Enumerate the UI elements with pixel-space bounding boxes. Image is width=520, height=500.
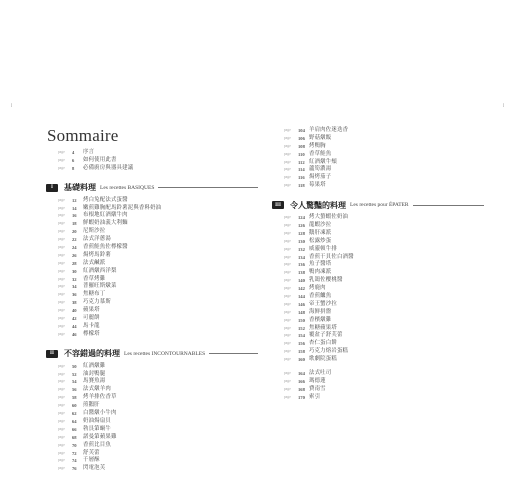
entry-title: 香草烤雞 [83, 275, 106, 282]
entry-title: 烤白兔配法式蛋醬 [83, 196, 128, 203]
page-word: page [58, 316, 65, 321]
toc-entry[interactable] [284, 293, 484, 301]
entry-title: 煎鵝肝 [83, 402, 100, 409]
page-word: page [58, 363, 65, 368]
page-number: 4 [72, 150, 75, 155]
entry-title: 法式燉羊肉 [83, 386, 111, 393]
toc-entry[interactable] [284, 151, 484, 159]
toc-entry[interactable] [284, 246, 484, 254]
section-title-cn: 令人驚豔的料理 [290, 200, 346, 210]
page-number: 8 [72, 165, 75, 171]
toc-entry[interactable] [58, 418, 258, 426]
toc-entry[interactable] [58, 331, 258, 339]
page-word: page [284, 394, 291, 399]
section-rule [209, 353, 258, 354]
page-word: page [58, 245, 65, 250]
toc-entry[interactable] [58, 244, 258, 252]
section-number-badge: I [46, 184, 58, 192]
page-number: 14 [72, 205, 77, 211]
entry-title: 馬賽魚湯 [83, 378, 106, 385]
page-number: 146 [298, 301, 305, 307]
page-word: page [284, 215, 291, 220]
toc-entry[interactable] [58, 157, 258, 165]
entry-title: 焦糖布丁 [83, 291, 106, 298]
entry-title: 蘋果塔 [83, 307, 100, 314]
page-word: page [58, 426, 65, 431]
page-number: 158 [298, 349, 305, 355]
page-number: 164 [298, 371, 305, 377]
page-word: page [284, 262, 291, 267]
entry-title: 千層酥 [83, 457, 100, 464]
page-word: page [284, 357, 291, 362]
entry-title: 焗烤馬鈴薯 [83, 251, 111, 258]
entry-title: 野菇燉飯 [309, 134, 332, 141]
toc-entry[interactable] [58, 307, 258, 315]
toc-entry[interactable] [58, 268, 258, 276]
page-number: 134 [298, 254, 305, 260]
page-number: 166 [298, 378, 305, 384]
toc-entry[interactable] [58, 228, 258, 236]
page-number: 60 [72, 403, 77, 409]
page-word: page [58, 165, 65, 170]
toc-entry[interactable] [58, 252, 258, 260]
page-word: page [58, 157, 65, 162]
page-number: 26 [72, 252, 77, 258]
section-entries [58, 363, 258, 473]
toc-entry[interactable] [284, 394, 484, 402]
page-word: page [58, 323, 65, 328]
section-rule [158, 187, 258, 188]
page-word: page [58, 237, 65, 242]
toc-entry[interactable] [58, 315, 258, 323]
page-word: page [58, 205, 65, 210]
entry-title: 閃電泡芙 [83, 465, 106, 472]
toc-entry[interactable] [284, 317, 484, 325]
toc-entry[interactable] [58, 323, 258, 331]
page-number: 112 [298, 159, 305, 165]
page-number: 30 [72, 268, 77, 274]
page-number: 16 [72, 213, 77, 219]
entry-title: 香檳燉雞 [309, 316, 332, 323]
page-word: page [58, 379, 65, 384]
entry-title: 松露炒蛋 [309, 237, 332, 244]
entry-title: 紅酒燉牛頰 [309, 158, 337, 165]
toc-entry[interactable] [58, 260, 258, 268]
page-word: page [284, 294, 291, 299]
page-word: page [58, 434, 65, 439]
page-word: page [58, 331, 65, 336]
page-number: 142 [298, 286, 305, 292]
page-word: page [58, 292, 65, 297]
page-number: 44 [72, 323, 77, 329]
page-number: 104 [298, 128, 305, 133]
entry-title: 油封鴨腿 [83, 370, 106, 377]
entry-title: 烤大螯蝦佐奶油 [309, 214, 349, 221]
toc-entry[interactable] [284, 230, 484, 238]
toc-entry[interactable] [284, 370, 484, 378]
entry-title: 巧克力慕斯 [83, 299, 111, 306]
entry-title: 香煎干貝佐白酒醬 [309, 253, 354, 260]
entry-title: 普羅旺斯燉菜 [83, 283, 117, 290]
page-word: page [284, 341, 291, 346]
page-word: page [284, 286, 291, 291]
page-word: page [284, 151, 291, 156]
page-number: 62 [72, 411, 77, 417]
entry-title: 魚子醬塔 [309, 261, 332, 268]
entry-title: 歌劇院蛋糕 [309, 356, 337, 363]
page-number: 106 [298, 135, 305, 141]
page-number: 116 [298, 175, 305, 181]
entry-title: 鴨肉凍派 [309, 269, 332, 276]
page-number: 154 [298, 333, 305, 339]
page-word: page [284, 230, 291, 235]
page-word: page [58, 197, 65, 202]
entry-title: 檸檬塔 [83, 330, 100, 337]
page-word: page [284, 254, 291, 259]
toc-right-column [275, 127, 484, 402]
toc-entry[interactable] [58, 426, 258, 434]
entry-title: 序言 [83, 149, 95, 155]
toc-entry[interactable] [58, 363, 258, 371]
entry-title: 如何使用此書 [83, 156, 117, 163]
page-word: page [58, 403, 65, 408]
page-number: 34 [72, 284, 77, 290]
toc-section [275, 199, 484, 364]
entry-title: 瑪德蓮 [309, 377, 326, 384]
page-word: page [284, 317, 291, 322]
page-word: page [58, 387, 65, 392]
entry-title: 乳鴿佐櫻桃醬 [309, 277, 343, 284]
entry-title: 嫩煎雞胸配馬鈴薯泥與香料奶油 [83, 204, 162, 211]
toc-entry[interactable] [284, 277, 484, 285]
toc-entry[interactable] [284, 378, 484, 386]
page-number: 66 [72, 426, 77, 432]
page-number: 52 [72, 371, 77, 377]
page-number: 76 [72, 466, 77, 472]
page-number: 144 [298, 294, 305, 300]
page-number: 40 [72, 308, 77, 314]
right-top-list [284, 127, 484, 190]
entry-title: 尼斯沙拉 [83, 228, 106, 235]
page-word: page [58, 213, 65, 218]
toc-entry[interactable] [58, 299, 258, 307]
entry-title: 香草鮭魚 [309, 150, 332, 157]
page-number: 108 [298, 143, 305, 149]
page-number: 22 [72, 237, 77, 243]
page-number: 128 [298, 230, 305, 236]
page-number: 24 [72, 245, 77, 251]
page-number: 114 [298, 167, 305, 173]
entry-title: 勃艮第蝸牛 [83, 425, 111, 432]
page-number: 168 [298, 386, 305, 392]
entry-title: 焗烤茄子 [309, 174, 332, 181]
entry-title: 法式鹹派 [83, 259, 106, 266]
page-word: page [284, 325, 291, 330]
page-number: 54 [72, 379, 77, 385]
page-number: 64 [72, 418, 77, 424]
page-number: 68 [72, 434, 77, 440]
entry-title: 諾曼第蘋果雞 [83, 433, 117, 440]
page-word: page [58, 395, 65, 400]
section-number-badge: II [46, 350, 58, 358]
section-heading[interactable] [46, 182, 258, 194]
entry-title: 費南雪 [309, 385, 326, 392]
page-number: 160 [298, 357, 305, 363]
toc-entry[interactable] [284, 356, 484, 364]
toc-left-column [50, 149, 258, 473]
page-word: page [284, 386, 291, 391]
toc-entry[interactable] [284, 222, 484, 230]
page-word: page [58, 260, 65, 265]
toc-entry[interactable] [58, 394, 258, 402]
toc-entry[interactable] [58, 165, 258, 173]
toc-entry[interactable] [284, 285, 484, 293]
toc-entry[interactable] [284, 135, 484, 143]
page-word: page [58, 268, 65, 273]
page-word: page [284, 270, 291, 275]
page-number: 170 [298, 394, 305, 400]
toc-entry[interactable] [58, 410, 258, 418]
entry-title: 紅酒燉雞 [83, 362, 106, 369]
page-number: 74 [72, 458, 77, 464]
entry-title: 布根地紅酒燉牛肉 [83, 212, 128, 219]
page-word: page [284, 333, 291, 338]
page-number: 56 [72, 387, 77, 393]
page-word: page [58, 418, 65, 423]
page-number: 32 [72, 276, 77, 282]
entry-title: 杏仁蛋白餅 [309, 340, 337, 347]
page-word: page [284, 246, 291, 251]
section-title-cn: 不容錯過的料理 [64, 349, 120, 359]
toc-entry[interactable] [58, 434, 258, 442]
entry-title: 香煎鱸魚 [309, 293, 332, 300]
page-word: page [284, 128, 291, 132]
page-number: 58 [72, 395, 77, 401]
toc-entry[interactable] [284, 238, 484, 246]
page-word: page [284, 309, 291, 314]
page-word: page [58, 252, 65, 257]
page-word: page [284, 159, 291, 164]
page-word: page [58, 442, 65, 447]
entry-title: 烤鹿肉 [309, 285, 326, 292]
page-number: 150 [298, 317, 305, 323]
page-word: page [284, 143, 291, 148]
page-word: page [284, 278, 291, 283]
page-word: page [284, 223, 291, 228]
section-title-cn: 基礎料理 [64, 183, 96, 193]
page-number: 138 [298, 270, 305, 276]
entry-title: 羊肩肉佐迷迭香 [309, 127, 349, 133]
page-word: page [58, 150, 65, 154]
entry-title: 馬卡龍 [83, 322, 100, 329]
entry-title: 烤鴨胸 [309, 142, 326, 149]
entry-title: 鵝肝凍派 [309, 229, 332, 236]
page-number: 20 [72, 229, 77, 235]
page-number: 38 [72, 300, 77, 306]
page-number: 12 [72, 197, 77, 203]
page-number: 36 [72, 292, 77, 298]
page-number: 18 [72, 221, 77, 227]
entry-title: 烤羊排佐香草 [83, 394, 117, 401]
toc-entry[interactable] [58, 402, 258, 410]
entry-title: 帝王蟹沙拉 [309, 300, 337, 307]
right-bottom-list [284, 370, 484, 402]
page-word: page [284, 167, 291, 172]
page-word: page [58, 284, 65, 289]
entry-title: 白醬燉小牛肉 [83, 410, 117, 417]
entry-title: 香煎鮭魚佐檸檬醬 [83, 244, 128, 251]
toc-section [51, 182, 258, 339]
page-number: 126 [298, 223, 305, 229]
entry-title: 威靈頓牛排 [309, 245, 337, 252]
page-number: 152 [298, 325, 305, 331]
toc-entry[interactable] [284, 348, 484, 356]
page-word: page [284, 183, 291, 188]
page-word: page [58, 221, 65, 226]
right-section [275, 199, 484, 364]
page-word: page [284, 238, 291, 243]
page-word: page [284, 135, 291, 140]
section-title-fr: Les recettes pour ÉPATER [350, 202, 409, 209]
page-number: 132 [298, 246, 305, 252]
entry-title: 香煎比目魚 [83, 441, 111, 448]
page-word: page [58, 450, 65, 455]
page-word: page [284, 349, 291, 354]
section-title-fr: Les recettes BASIQUES [100, 184, 155, 191]
page-word: page [58, 276, 65, 281]
page-number: 136 [298, 262, 305, 268]
page-word: page [284, 378, 291, 383]
entry-title: 海鮮拼盤 [309, 308, 332, 315]
page-title: Sommaire [47, 126, 119, 145]
entry-title: 莓果塔 [309, 182, 326, 189]
toc-entry[interactable] [58, 197, 258, 205]
page-word: page [58, 371, 65, 376]
toc-entry[interactable] [58, 442, 258, 450]
page-number: 156 [298, 341, 305, 347]
toc-entry[interactable] [58, 465, 258, 473]
page-word: page [58, 411, 65, 416]
page-word: page [58, 229, 65, 234]
page-number: 110 [298, 151, 305, 157]
toc-entry[interactable] [58, 236, 258, 244]
page-number: 148 [298, 309, 305, 315]
toc-entry[interactable] [284, 214, 484, 222]
entry-title: 法式洋蔥湯 [83, 236, 111, 243]
right-page-marker: ⁞ [503, 104, 505, 109]
intro-list [58, 149, 258, 173]
page-number: 130 [298, 238, 305, 244]
page-word: page [58, 466, 65, 471]
entry-title: 龍蝦沙拉 [309, 222, 332, 229]
section-entries [284, 214, 484, 364]
entry-title: 覆盆子舒芙蕾 [309, 332, 343, 339]
page-number: 28 [72, 260, 77, 266]
page-word: page [284, 175, 291, 180]
page-number: 118 [298, 183, 305, 189]
entry-title: 巧克力熔岩蛋糕 [309, 348, 349, 355]
page-number: 50 [72, 363, 77, 369]
page-number: 140 [298, 278, 305, 284]
page-number: 46 [72, 331, 77, 337]
entry-title: 焦糖蘋果塔 [309, 324, 337, 331]
section-heading[interactable] [46, 348, 258, 360]
toc-entry[interactable] [284, 386, 484, 394]
page-number: 6 [72, 157, 75, 163]
toc-entry[interactable] [58, 149, 258, 157]
entry-title: 索引 [309, 393, 321, 400]
page-word: page [58, 308, 65, 313]
page-word: page [58, 300, 65, 305]
entry-title: 奶油焗扇貝 [83, 417, 111, 424]
toc-entry[interactable] [284, 301, 484, 309]
entry-title: 鮮蝦奶油義大利麵 [83, 220, 128, 227]
entry-title: 法式吐司 [309, 370, 332, 377]
entry-title: 蘆筍濃湯 [309, 166, 332, 173]
page-word: page [284, 301, 291, 306]
toc-entry[interactable] [284, 127, 484, 135]
toc-section [50, 348, 258, 473]
page-number: 124 [298, 215, 305, 221]
page-number: 72 [72, 450, 77, 456]
left-page-marker: ⁞ [11, 104, 13, 109]
page-word: page [284, 371, 291, 376]
section-rule [413, 205, 484, 206]
toc-entry[interactable] [284, 143, 484, 151]
toc-entry[interactable] [284, 309, 484, 317]
toc-entry[interactable] [284, 182, 484, 190]
entry-title: 必備廚房與器具建議 [83, 164, 134, 171]
section-number-badge: III [272, 201, 284, 209]
entry-title: 舒芙蕾 [83, 449, 100, 456]
page-number: 42 [72, 316, 77, 322]
entry-title: 可麗餅 [83, 315, 100, 322]
entry-title: 紅酒燉西洋梨 [83, 267, 117, 274]
section-heading[interactable] [272, 199, 484, 211]
section-title-fr: Les recettes INCONTOURNABLES [124, 350, 206, 357]
section-entries [58, 197, 258, 339]
left-sections [50, 182, 258, 474]
page-word: page [58, 458, 65, 463]
page-number: 70 [72, 442, 77, 448]
